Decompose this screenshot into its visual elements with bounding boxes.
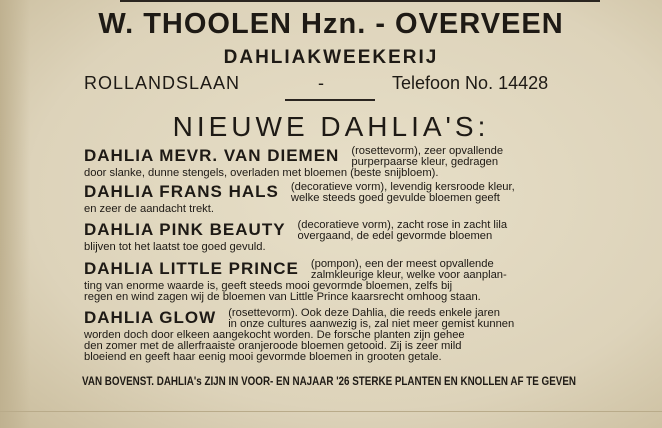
entry-side-text [291,182,515,204]
side-line: overgaand, de edel gevormde bloemen [297,230,493,242]
entry-pink-beauty [84,220,589,253]
entry-van-diemen [84,146,589,179]
entry-head [84,220,589,242]
dahlia-name: DAHLIA LITTLE PRINCE [84,259,299,278]
firm-name: W. THOOLEN Hzn. - OVERVEEN [98,8,564,40]
entry-side-text [311,259,507,281]
side-line: zalmkleurige kleur, welke voor aanplan- [310,269,507,281]
entry-side-text [228,308,514,330]
street-address: ROLLANDSLAAN [84,73,241,93]
side-line: purperpaarse kleur, gedragen [351,156,499,168]
desc-line: en zeer de aandacht trekt. [84,203,214,215]
entry-glow [84,308,589,364]
entry-head [84,146,589,168]
side-line: (rosettevorm), zeer opvallende [351,145,504,157]
desc-line: regen en wind zagen wij de bloemen van Little Prince kaarsrecht omhoog staan. [84,291,481,304]
desc-line: ting van enorme waarde is, geeft steeds mooi gevormde bloemen, zelfs bij [84,280,453,292]
side-line: (pompon), een der meest opvallende [310,258,494,270]
dahlia-name: DAHLIA FRANS HALS [84,182,279,201]
desc-line: door slanke, dunne stengels, overladen met bloemen (beste snijbloem). [84,167,439,179]
dahlia-name: DAHLIA MEVR. VAN DIEMEN [84,146,340,165]
firm-subtitle: DAHLIAKWEEKERIJ [223,47,439,68]
section-heading: NIEUWE DAHLIA'S: [172,111,490,142]
entry-head [84,259,589,281]
side-line: (decoratieve vorm), zacht rose in zacht lila [297,219,508,231]
desc-line: bloeiend en geeft haar eenig mooi gevormde bloemen in grooten getale. [84,351,442,364]
entry-little-prince [84,259,589,303]
entry-head [84,182,589,204]
side-line: (decoratieve vorm), levendig kersroode kleur, [290,181,515,193]
entry-frans-hals [84,182,589,215]
top-rule [120,0,600,2]
desc-line: worden doch door elkeen aangekocht worden. De forsche planten zijn gehee [84,329,465,341]
bottom-edge [0,411,662,412]
side-line: (rosettevorm). Ook deze Dahlia, die reeds enkele jaren [228,307,500,319]
entry-side-text [351,146,503,168]
entry-side-text [298,220,508,242]
desc-line: den zomer met de allerfraaiste oranjeroode bloemen getooid. Zij is zeer mild [84,340,462,353]
desc-line: blijven tot het laatst toe goed gevuld. [84,241,266,253]
side-line: in onze cultures aanwezig is, zal niet meer gemist kunnen [228,318,515,330]
footer-notice: VAN BOVENST. DAHLIA's ZIJN IN VOOR- EN NAJAAR '26 STERKE PLANTEN EN KNOLLEN AF TE GEVEN [82,374,576,388]
phone-number: Telefoon No. 14428 [392,73,549,93]
side-line: welke steeds goed gevulde bloemen geeft [290,192,500,204]
dahlia-name: DAHLIA PINK BEAUTY [84,220,286,239]
divider-rule [285,99,375,101]
address-separator: - [318,73,324,93]
entry-head [84,308,589,330]
dahlia-name: DAHLIA GLOW [84,308,217,327]
